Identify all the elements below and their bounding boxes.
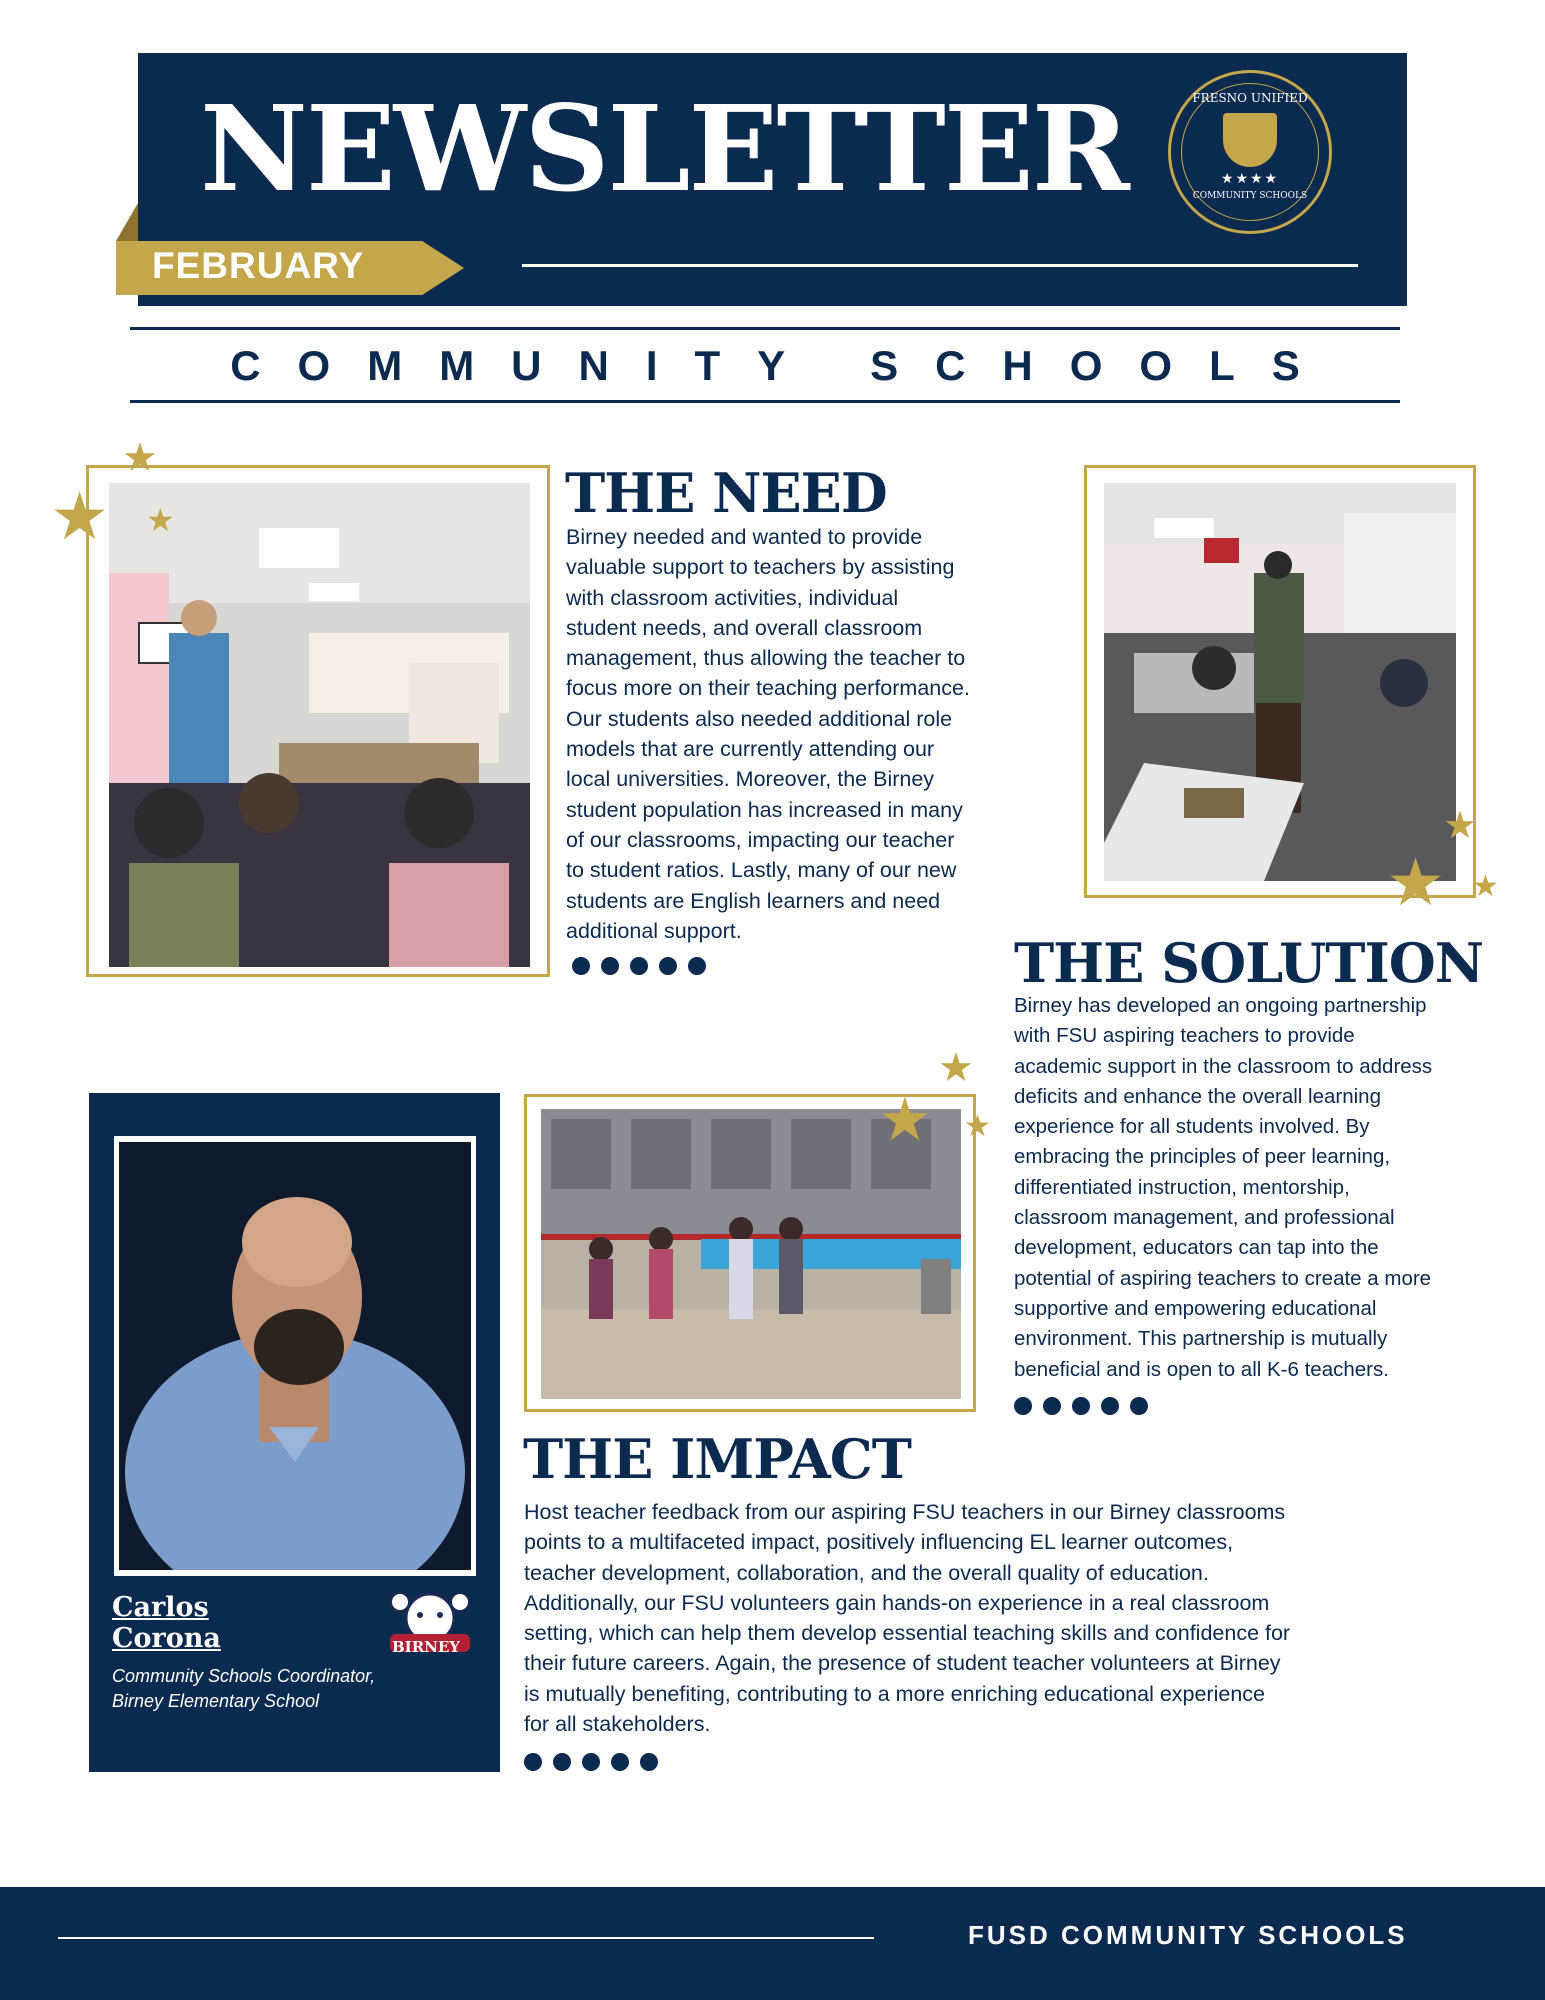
profile-first-name: Carlos [112, 1592, 209, 1623]
need-line: student population has increased in many [566, 797, 963, 822]
need-line: focus more on their teaching performance. [566, 676, 970, 701]
solution-line: academic support in the classroom to address [1014, 1054, 1433, 1078]
seal-top-text: FRESNO UNIFIED [1192, 91, 1308, 105]
solution-photo-frame [1084, 465, 1476, 898]
subtitle: COMMUNITY SCHOOLS [230, 342, 1337, 389]
need-body [566, 522, 1076, 946]
need-photo-frame [86, 465, 550, 977]
solution-line: embracing the principles of peer learning, [1014, 1145, 1391, 1169]
newsletter-title: NEWSLETTER [200, 79, 1128, 218]
star-icon: ★ [122, 435, 158, 481]
footer-divider [58, 1937, 874, 1939]
solution-line: Birney has developed an ongoing partnership [1014, 994, 1427, 1017]
month-label: FEBRUARY [152, 245, 365, 286]
need-line: models that are currently attending our [566, 737, 935, 762]
need-bullet-dots [572, 957, 717, 979]
profile-role [112, 1664, 375, 1714]
star-icon: ★ [878, 1085, 932, 1155]
bullet-dot-icon [1130, 1397, 1148, 1415]
solution-line: potential of aspiring teachers to create a more [1014, 1266, 1432, 1290]
bullet-dot-icon [640, 1753, 658, 1771]
bullet-dot-icon [1043, 1397, 1061, 1415]
bullet-dot-icon [611, 1753, 629, 1771]
solution-body [1014, 991, 1524, 1385]
need-line: valuable support to teachers by assisting [566, 555, 955, 580]
ribbon-fold [116, 203, 138, 241]
classroom-photo [109, 483, 530, 967]
star-icon: ★ [964, 1109, 991, 1144]
impact-heading: THE IMPACT [523, 1427, 911, 1491]
impact-line: is mutually benefiting, contributing to a more enriching educational experience [524, 1681, 1265, 1706]
bullet-dot-icon [659, 957, 677, 975]
header-divider [522, 264, 1358, 267]
bullet-dot-icon [553, 1753, 571, 1771]
impact-line: points to a multifaceted impact, positively influencing EL learner outcomes, [524, 1530, 1234, 1555]
solution-line: environment. This partnership is mutually [1014, 1327, 1388, 1351]
star-icon: ★ [146, 501, 175, 539]
impact-line: their future careers. Again, the presence of student teacher volunteers at Birney [524, 1651, 1281, 1676]
bullet-dot-icon [601, 957, 619, 975]
solution-line: classroom management, and professional [1014, 1206, 1395, 1230]
solution-heading: THE SOLUTION [1014, 931, 1484, 995]
need-heading: THE NEED [565, 461, 887, 525]
need-line: Birney needed and wanted to provide [566, 525, 923, 549]
solution-line: deficits and enhance the overall learning [1014, 1084, 1381, 1108]
impact-line: setting, which can help them develop essential teaching skills and confidence for [524, 1621, 1291, 1646]
star-icon: ★ [50, 478, 110, 555]
need-line: student needs, and overall classroom [566, 615, 923, 640]
need-line: with classroom activities, individual [566, 585, 899, 610]
bullet-dot-icon [630, 957, 648, 975]
star-icon: ★ [1386, 844, 1446, 921]
solution-line: with FSU aspiring teachers to provide [1014, 1024, 1355, 1048]
fresno-unified-seal-logo [1168, 70, 1332, 234]
profile-photo-frame [114, 1136, 476, 1576]
impact-body [524, 1497, 1484, 1739]
solution-line: development, educators can tap into the [1014, 1236, 1379, 1260]
need-line: of our classrooms, impacting our teacher [566, 827, 955, 852]
impact-line: for all stakeholders. [524, 1712, 711, 1737]
bullet-dot-icon [688, 957, 706, 975]
bullet-dot-icon [1101, 1397, 1119, 1415]
profile-role-school: Birney Elementary School [112, 1691, 320, 1711]
solution-line: supportive and empowering educational [1014, 1296, 1377, 1320]
profile-portrait-photo [119, 1142, 471, 1570]
seal-stars-icon: ★★★★ [1220, 171, 1280, 187]
bullet-dot-icon [572, 957, 590, 975]
need-line: Our students also needed additional role [566, 706, 953, 731]
classroom-group-photo [1104, 483, 1456, 881]
need-line: management, thus allowing the teacher to [566, 646, 966, 671]
bullet-dot-icon [524, 1753, 542, 1771]
bullet-dot-icon [1072, 1397, 1090, 1415]
star-icon: ★ [1472, 869, 1499, 904]
solution-line: differentiated instruction, mentorship, [1014, 1175, 1350, 1199]
solution-line: beneficial and is open to all K-6 teachers. [1014, 1357, 1389, 1381]
solution-line: experience for all students involved. By [1014, 1115, 1370, 1139]
need-line: local universities. Moreover, the Birney [566, 767, 935, 792]
impact-line: Host teacher feedback from our aspiring FSU teachers in our Birney classrooms [524, 1500, 1286, 1524]
profile-name [112, 1592, 221, 1654]
bullet-dot-icon [582, 1753, 600, 1771]
impact-bullet-dots [524, 1753, 669, 1775]
footer-label: FUSD COMMUNITY SCHOOLS [968, 1920, 1408, 1950]
need-line: additional support. [566, 918, 742, 943]
profile-last-name: Corona [112, 1623, 221, 1654]
star-icon: ★ [1443, 803, 1478, 847]
subtitle-rule-top [130, 327, 1400, 330]
need-line: students are English learners and need [566, 888, 941, 913]
mascot-label: BIRNEY [392, 1638, 461, 1656]
shield-icon [1223, 113, 1277, 167]
need-line: to student ratios. Lastly, many of our new [566, 858, 957, 883]
star-icon: ★ [938, 1045, 974, 1091]
seal-bottom-text: COMMUNITY SCHOOLS [1192, 191, 1308, 201]
impact-line: teacher development, collaboration, and the overall quality of education. [524, 1560, 1209, 1585]
bullet-dot-icon [1014, 1397, 1032, 1415]
impact-line: Additionally, our FSU volunteers gain hands-on experience in a real classroom [524, 1590, 1270, 1615]
solution-bullet-dots [1014, 1397, 1159, 1419]
subtitle-rule-bottom [130, 400, 1400, 403]
profile-role-title: Community Schools Coordinator, [112, 1666, 376, 1686]
